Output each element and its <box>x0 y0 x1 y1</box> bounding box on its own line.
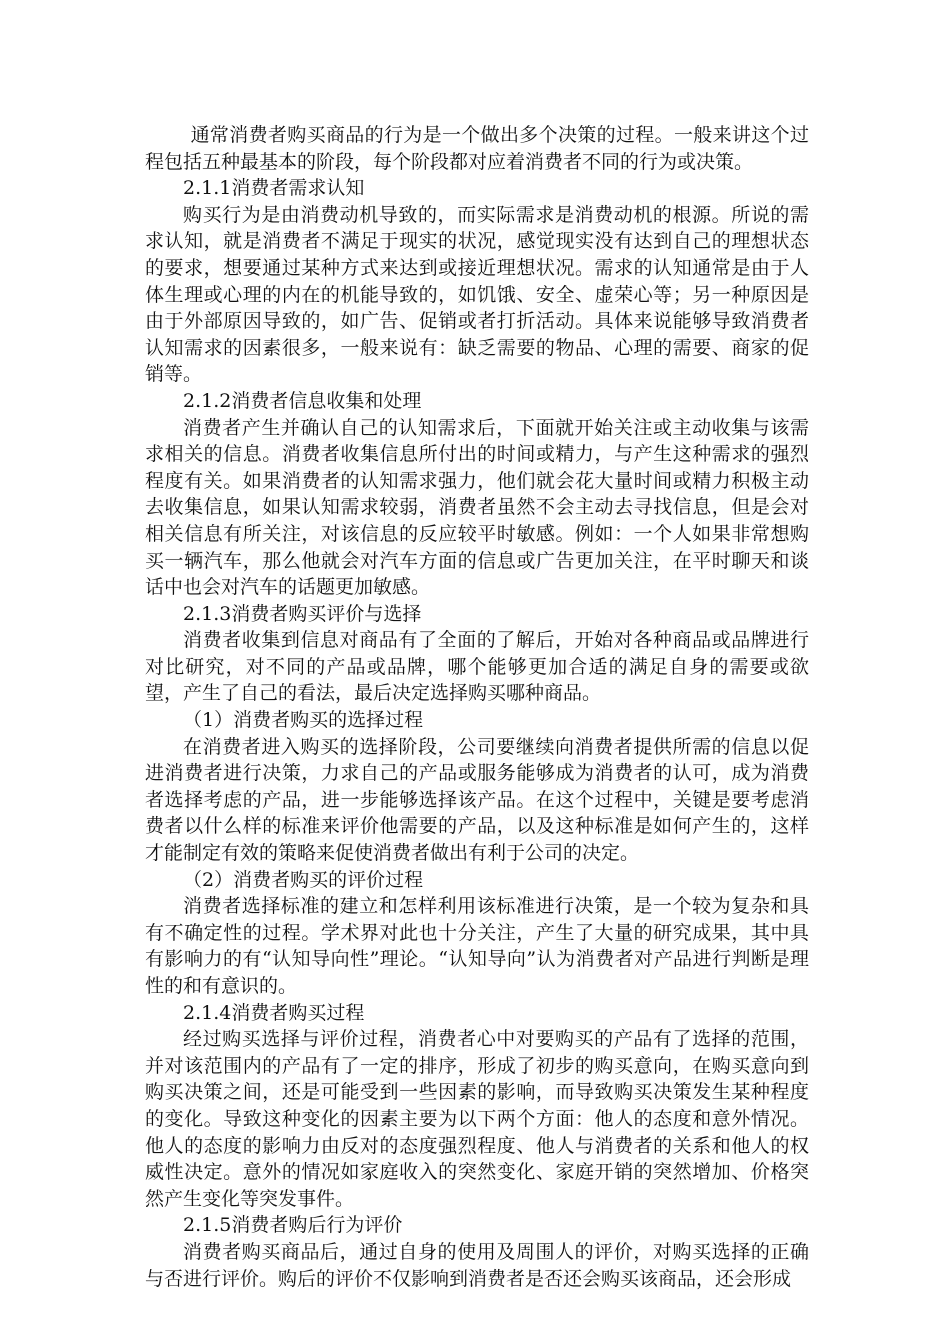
intro-paragraph: 通常消费者购买商品的行为是一个做出多个决策的过程。一般来讲这个过程包括五种最基本的阶段，每个阶段都对应着消费者不同的行为或决策。 <box>145 124 809 173</box>
paragraph-evaluation-process: 消费者选择标准的建立和怎样利用该标准进行决策，是一个较为复杂和具有不确定性的过程。学术界对此也十分关注，产生了大量的研究成果，其中具有影响力的有“认知导向性”理论。“认知导向”认为消费者对产品进行判断是理性的和有意识的。 <box>145 895 809 997</box>
section-heading-2-1-2: 2.1.2消费者信息收集和处理 <box>183 389 422 412</box>
paragraph-selection-process: 在消费者进入购买的选择阶段，公司要继续向消费者提供所需的信息以促进消费者进行决策，力求自己的产品或服务能够成为消费者的认可，成为消费者选择考虑的产品，进一步能够选择该产品。在这个过程中，关键是要考虑消费者以什么样的标准来评价他需要的产品，以及这种标准是如何产生的，这样才能制定有效的策略来促使消费者做出有利于公司的决定。 <box>145 735 809 865</box>
paragraph-evaluation-selection: 消费者收集到信息对商品有了全面的了解后，开始对各种商品或品牌进行对比研究，对不同的产品或品牌，哪个能够更加合适的满足自身的需要或欲望，产生了自己的看法，最后决定选择购买哪种商品。 <box>145 629 809 705</box>
section-heading-2-1-5: 2.1.5消费者购后行为评价 <box>183 1214 403 1237</box>
section-heading-2-1-1: 2.1.1消费者需求认知 <box>183 177 365 200</box>
section-heading-2-1-3: 2.1.3消费者购买评价与选择 <box>183 602 422 625</box>
paragraph-demand-recognition: 购买行为是由消费动机导致的，而实际需求是消费动机的根源。所说的需求认知，就是消费者不满足于现实的状况，感觉现实没有达到自己的理想状态的要求，想要通过某种方式来达到或接近理想状况。需求的认知通常是由于人体生理或心理的内在的机能导致的，如饥饿、安全、虚荣心等；另一种原因是由于外部原因导致的，如广告、促销或者打折活动。具体来说能够导致消费者认知需求的因素很多，一般来说有：缺乏需要的物品、心理的需要、商家的促销等。 <box>145 203 809 386</box>
document-body <box>145 122 809 1292</box>
subheading-evaluation-process: （2）消费者购买的评价过程 <box>183 868 424 891</box>
section-heading-2-1-4: 2.1.4消费者购买过程 <box>183 1001 365 1024</box>
paragraph-post-purchase: 消费者购买商品后，通过自身的使用及周围人的评价，对购买选择的正确与否进行评价。购后的评价不仅影响到消费者是否还会购买该商品，还会形成 <box>145 1240 809 1290</box>
paragraph-information-search: 消费者产生并确认自己的认知需求后，下面就开始关注或主动收集与该需求相关的信息。消费者收集信息所付出的时间或精力，与产生这种需求的强烈程度有关。如果消费者的认知需求强力，他们就会花大量时间或精力积极主动去收集信息，如果认知需求较弱，消费者虽然不会主动去寻找信息，但是会对相关信息有所关注，对该信息的反应较平时敏感。例如：一个人如果非常想购买一辆汽车，那么他就会对汽车方面的信息或广告更加关注，在平时聊天和谈话中也会对汽车的话题更加敏感。 <box>145 416 809 599</box>
subheading-selection-process: （1）消费者购买的选择过程 <box>183 709 424 732</box>
paragraph-purchase-process: 经过购买选择与评价过程，消费者心中对要购买的产品有了选择的范围，并对该范围内的产品有了一定的排序，形成了初步的购买意向，在购买意向到购买决策之间，还是可能受到一些因素的影响，而导致购买决策发生某种程度的变化。导致这种变化的因素主要为以下两个方面：他人的态度和意外情况。他人的态度的影响力由反对的态度强烈程度、他人与消费者的关系和他人的权威性决定。意外的情况如家庭收入的突然变化、家庭开销的突然增加、价格突然产生变化等突发事件。 <box>145 1028 809 1210</box>
